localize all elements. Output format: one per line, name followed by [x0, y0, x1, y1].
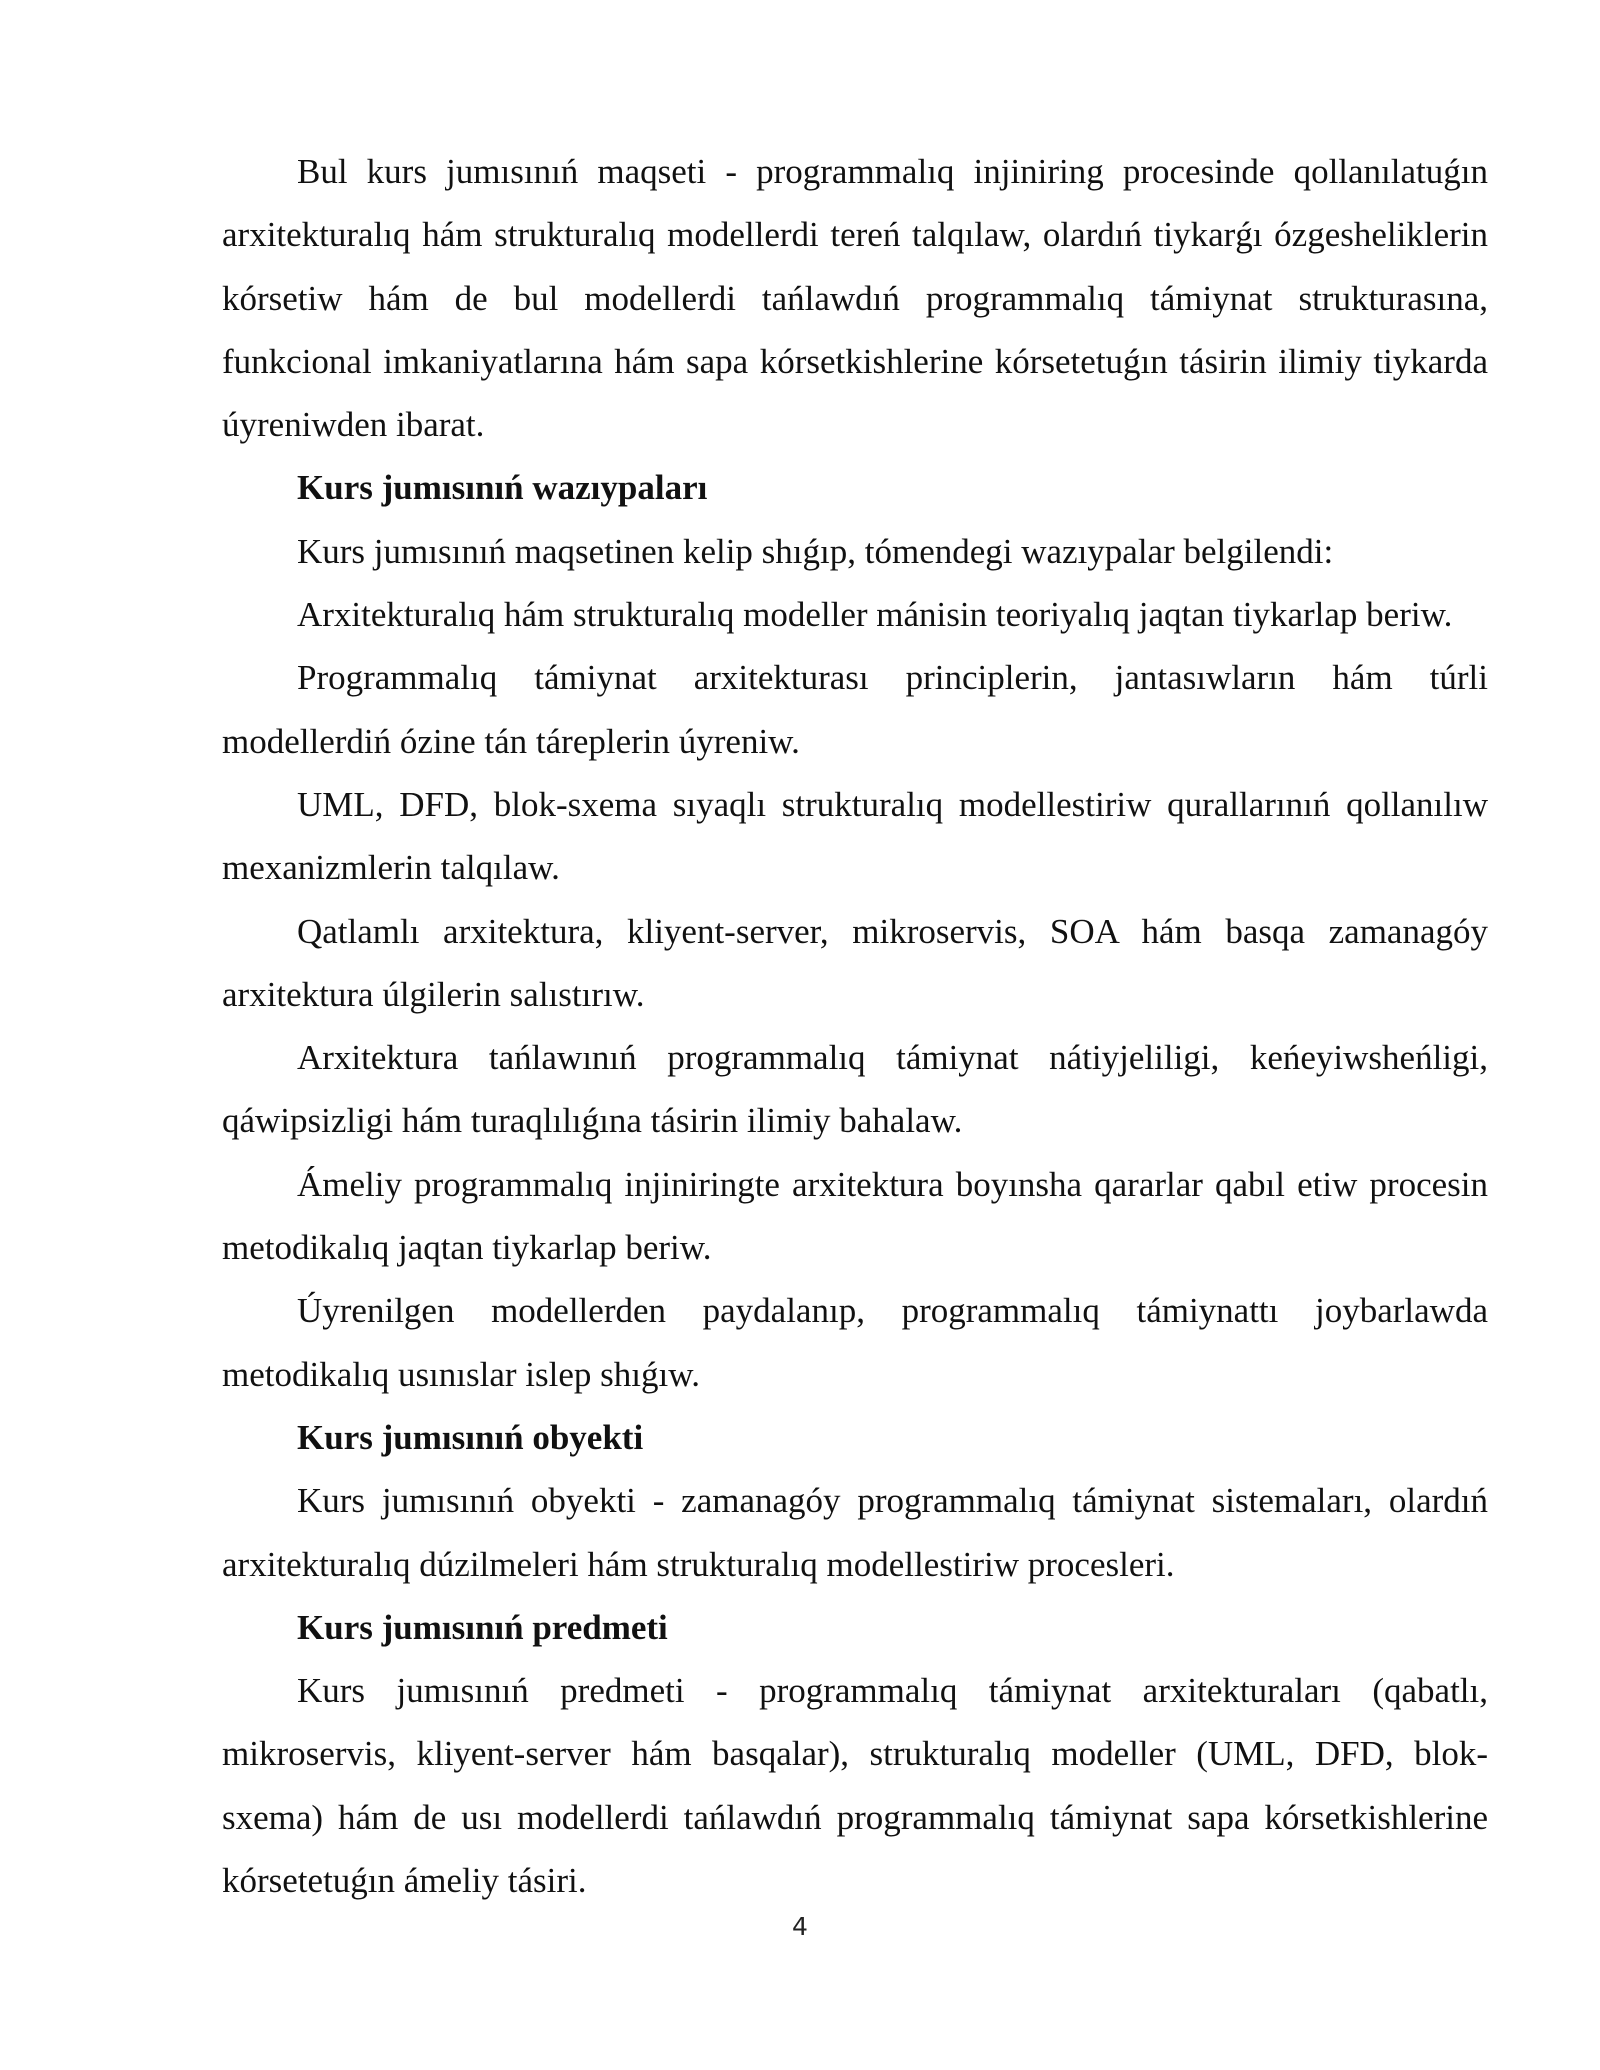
page-number: 4 — [792, 1912, 808, 1941]
page-content — [222, 140, 1488, 1912]
paragraph-subject: Kurs jumısınıń predmeti - programmalıq támiynat arxitekturaları (qabatlı, mikroservis, kliyent-server hám basqalar), strukturalıq modeller (UML, DFD, blok-sxema) hám de usı modellerdi tańlawdıń programmalıq támiynat sapa kórsetkishlerine kórsetetuǵın ámeliy tásiri. — [222, 1671, 1488, 1901]
paragraph-task-2: Programmalıq támiynat arxitekturası principlerin, jantasıwların hám túrli modellerdiń ózine tán táreplerin úyreniw. — [222, 658, 1488, 761]
heading-tasks: Kurs jumısınıń wazıypaları — [297, 468, 708, 508]
paragraph-task-3: UML, DFD, blok-sxema sıyaqlı strukturalıq modellestiriw qurallarınıń qollanılıw mexanizmlerin talqılaw. — [222, 784, 1488, 888]
paragraph-tasks-intro: Kurs jumısınıń maqsetinen kelip shıǵıp, tómendegi wazıypalar belgilendi: — [297, 531, 1334, 571]
paragraph-aim: Bul kurs jumısınıń maqseti - programmalıq injiniring procesinde qollanılatuǵın arxitekturalıq hám strukturalıq modellerdi tereń talqılaw, olardıń tiykarǵı ózgesheliklerin kórsetiw hám de bul modellerdi tańlawdıń programmalıq támiynat strukturasına, funkcional imkaniyatlarına hám sapa kórsetkishlerine kórsetetuǵın tásirin ilimiy tiykarda úyreniwden ibarat. — [222, 152, 1488, 445]
paragraph-task-1: Arxitekturalıq hám strukturalıq modeller mánisin teoriyalıq jaqtan tiykarlap beriw. — [297, 595, 1453, 635]
heading-object: Kurs jumısınıń obyekti — [297, 1417, 644, 1457]
heading-subject: Kurs jumısınıń predmeti — [297, 1607, 668, 1647]
paragraph-task-6: Ámeliy programmalıq injiniringte arxitektura boyınsha qararlar qabıl etiw procesin metodikalıq jaqtan tiykarlap beriw. — [222, 1164, 1488, 1268]
paragraph-object: Kurs jumısınıń obyekti - zamanagóy programmalıq támiynat sistemaları, olardıń arxitekturalıq dúzilmeleri hám strukturalıq modellestiriw procesleri. — [222, 1481, 1488, 1584]
paragraph-task-5: Arxitektura tańlawınıń programmalıq támiynat nátiyjeliligi, keńeyiwsheńligi, qáwipsizligi hám turaqlılıǵına tásirin ilimiy bahalaw. — [222, 1038, 1488, 1141]
paragraph-task-7: Úyrenilgen modellerden paydalanıp, programmalıq támiynattı joybarlawda metodikalıq usınıslar islep shıǵıw. — [222, 1291, 1488, 1394]
paragraph-task-4: Qatlamlı arxitektura, kliyent-server, mikroservis, SOA hám basqa zamanagóy arxitektura úlgilerin salıstırıw. — [222, 911, 1488, 1014]
